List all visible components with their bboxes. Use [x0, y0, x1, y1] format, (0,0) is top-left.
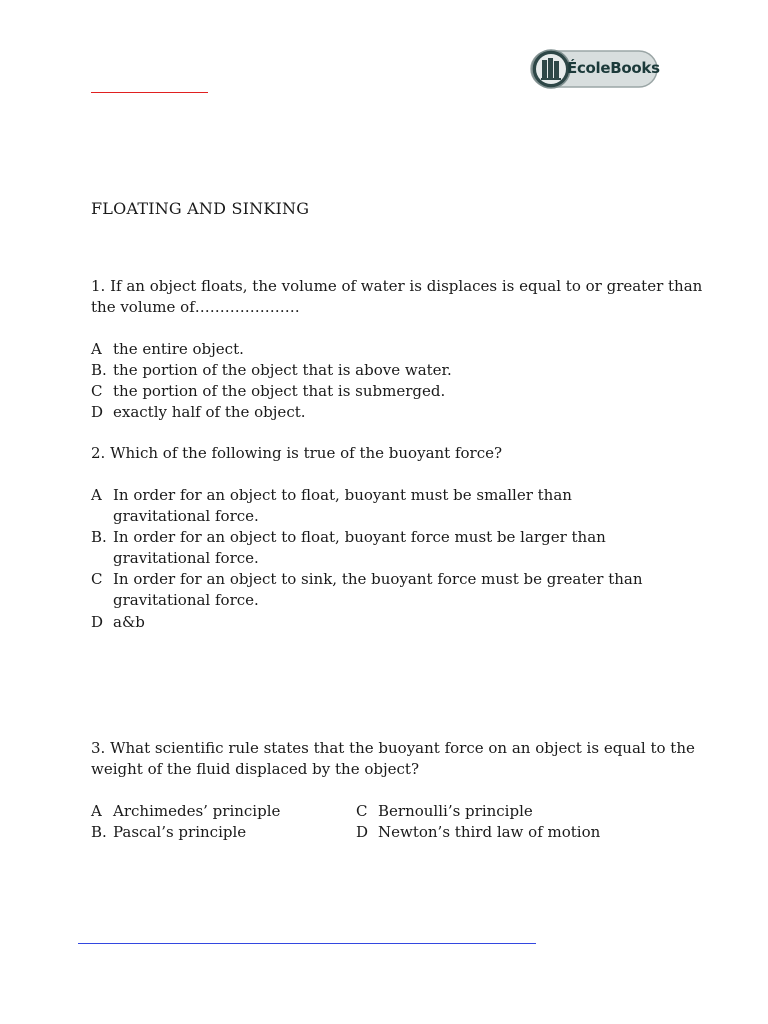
question-3-option-d: Newton’s third law of motion [378, 823, 601, 841]
question-2-option-c-letter: C [91, 570, 103, 588]
question-1-line-2: the volume of………………… [91, 298, 300, 316]
question-2-option-d-letter: D [91, 613, 104, 631]
question-2-line-1: 2. Which of the following is true of the buoyant force? [91, 444, 503, 462]
question-1-option-d: exactly half of the object. [113, 403, 306, 421]
question-3-line-1: 3. What scientific rule states that the buoyant force on an object is equal to the [91, 739, 695, 757]
question-2-option-d: a&b [113, 613, 145, 631]
question-1-line-1: 1. If an object floats, the volume of water is displaces is equal to or greater than [91, 277, 703, 295]
question-2-option-a-line-2: gravitational force. [113, 507, 259, 525]
question-2-option-b-line-2: gravitational force. [113, 549, 259, 567]
question-3-line-2: weight of the fluid displaced by the object? [91, 760, 419, 778]
question-2-option-c-line-2: gravitational force. [113, 591, 259, 609]
question-3-option-b-letter: B. [91, 823, 107, 841]
question-2-option-a-line-1: In order for an object to float, buoyant must be smaller than [113, 486, 572, 504]
question-3-option-c: Bernoulli’s principle [378, 802, 533, 820]
question-2-option-b-letter: B. [91, 528, 107, 546]
logo-text: ÉcoleBooks [567, 59, 660, 77]
question-1-option-a-letter: A [91, 340, 102, 358]
question-3-option-a: Archimedes’ principle [113, 802, 281, 820]
question-3-option-d-letter: D [356, 823, 369, 841]
ecolebooks-logo [529, 47, 661, 91]
question-1-option-b-letter: B. [91, 361, 107, 379]
question-3-option-a-letter: A [91, 802, 102, 820]
question-2-option-b-line-1: In order for an object to float, buoyant force must be larger than [113, 528, 606, 546]
question-1-option-c-letter: C [91, 382, 103, 400]
question-3-option-c-letter: C [356, 802, 368, 820]
page-title: FLOATING AND SINKING [91, 199, 310, 218]
question-1-option-c: the portion of the object that is submerged. [113, 382, 446, 400]
question-1-option-d-letter: D [91, 403, 104, 421]
question-3-option-b: Pascal’s principle [113, 823, 247, 841]
question-1-option-b: the portion of the object that is above water. [113, 361, 452, 379]
question-2-option-a-letter: A [91, 486, 102, 504]
header-rule [91, 92, 208, 93]
footer-rule [78, 943, 536, 944]
question-1-option-a: the entire object. [113, 340, 244, 358]
question-2-option-c-line-1: In order for an object to sink, the buoyant force must be greater than [113, 570, 643, 588]
